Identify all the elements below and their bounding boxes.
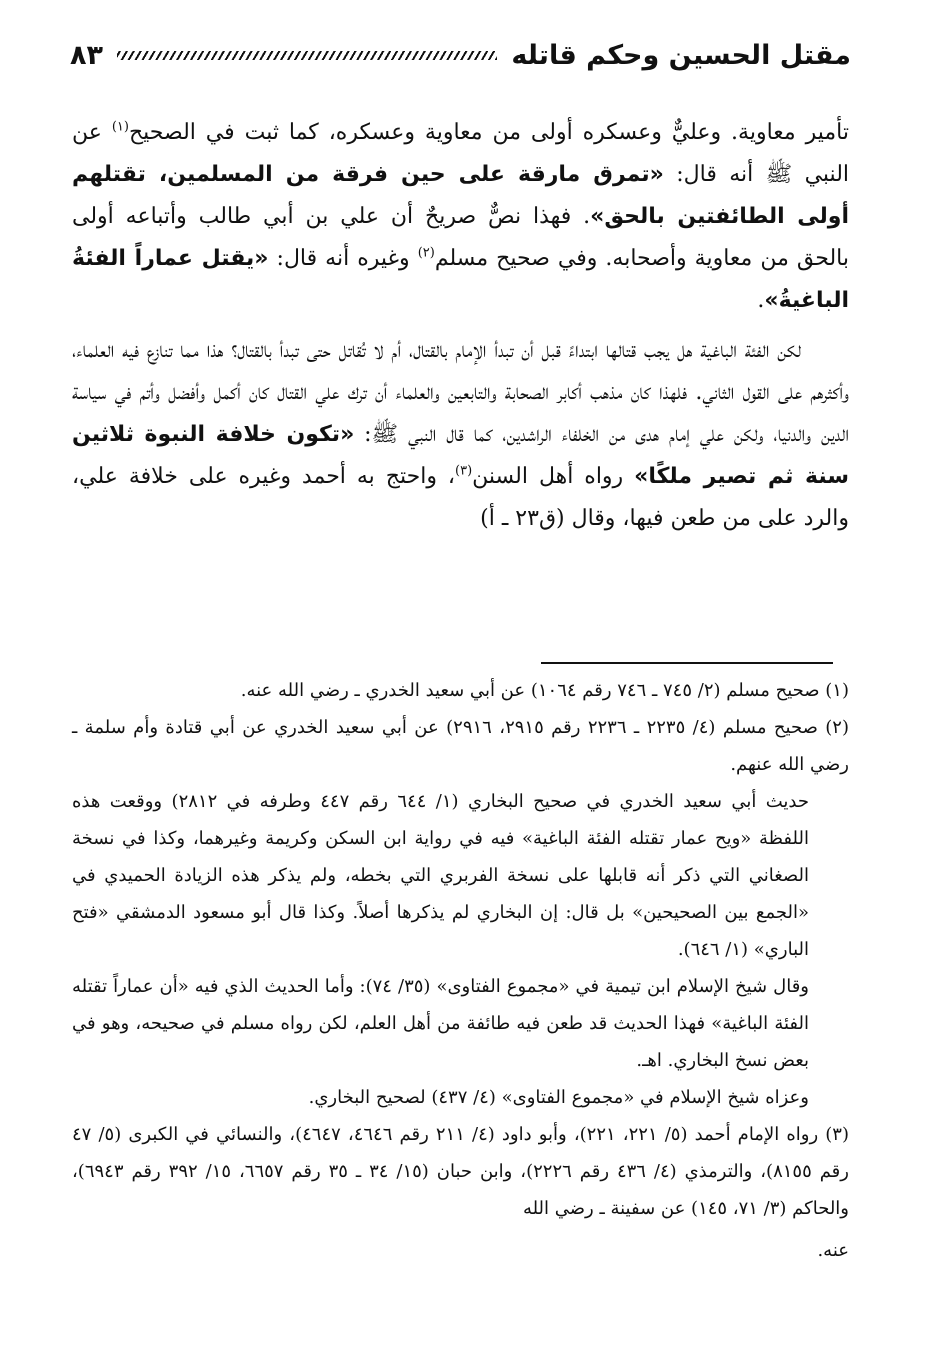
p1-text-e: .: [757, 288, 765, 313]
footnotes: [72, 672, 849, 1227]
running-title: مقتل الحسين وحكم قاتله: [511, 39, 851, 71]
footnote-ref-1[interactable]: (١): [111, 119, 129, 135]
running-header: [70, 30, 851, 80]
footnote-2-note-2: وقال شيخ الإسلام ابن تيمية في «مجموع الفتاوى» (٣٥/ ٧٤): وأما الحديث الذي فيه «أن عماراً تقتله الفئة الباغية» فهذا الحديث قد طعن فيه طائفة من أهل العلم، لكن رواه مسلم في صحيحه، وهو في بعض نسخ البخاري. اهـ.: [72, 976, 809, 1071]
footnote-3: (٣) رواه الإمام أحمد (٥/ ٢٢١، ٢٢١)، وأبو داود (٤/ ٢١١ رقم ٤٦٤٦، ٤٦٤٧)، والنسائي في الكبرى (٥/ ٤٧ رقم ٨١٥٥)، والترمذي (٤/ ٤٣٦ رقم ٢٢٢٦)، وابن حبان (١٥/ ٣٤ ـ ٣٥ رقم ٦٦٥٧، ١٥/ ٣٩٢ رقم ٦٩٤٣)، والحاكم (٣/ ٧١، ١٤٥) عن سفينة ـ رضي الله: [72, 1124, 849, 1219]
p1-text-b: عن النبي ﷺ أنه قال:: [72, 120, 850, 187]
main-text: [72, 112, 849, 548]
p1-text-d: وغيره أنه قال:: [268, 246, 418, 271]
hadith-quote-3: «تكون خلافة النبوة ثلاثين سنة ثم تصير ملكًا»: [72, 422, 849, 489]
p2-text-c: ، واحتج به أحمد وغيره على خلافة علي، والرد على من طعن فيها، وقال (ق٢٣ ـ أ): [72, 464, 849, 531]
footnote-separator: [541, 662, 833, 664]
hadith-quote-1: «تمرق مارقة على حين فرقة من المسلمين، تقتلهم أولى الطائفتين بالحق»: [72, 162, 849, 229]
footnote-ref-2[interactable]: (٢): [417, 245, 435, 261]
hadith-quote-2: «يقتل عماراً الفئةُ الباغيةُ»: [72, 246, 849, 313]
p2-text-a: لكن الفئة الباغية هل يجب قتالها ابتداءً قبل أن تبدأ الإمام بالقتال، أم لا تُقاتل حتى تبدأ بالقتال؟ هذا مما تنازع فيه العلماء، وأكثرهم على القول الثاني. فلهذا كان مذهب أكابر الصحابة والتابعين والعلماء أن ترك علي القتال كان أكمل وأفضل وأتم في سياسة الدين والدنيا، ولكن علي إمام هدى من الخلفاء الراشدين، كما قال النبي ﷺ:: [72, 338, 849, 447]
footnote-2: (٢) صحيح مسلم (٤/ ٢٢٣٥ ـ ٢٢٣٦ رقم ٢٩١٥، ٢٩١٦) عن أبي سعيد الخدري عن أبي قتادة وأم سلمة ـ رضي الله عنهم.: [72, 717, 849, 775]
footnote-ref-3[interactable]: (٣): [455, 463, 473, 479]
page-number: ٨٣: [70, 39, 103, 71]
header-hatched-rule: [117, 51, 497, 60]
p1-text-c: . فهذا نصٌّ صريحٌ أن علي بن أبي طالب وأتباعه أولى بالحق من معاوية وأصحابه. وفي صحيح مسلم: [72, 204, 849, 271]
footnote-3-tail: عنه.: [817, 1240, 849, 1261]
footnote-1: (١) صحيح مسلم (٢/ ٧٤٥ ـ ٧٤٦ رقم ١٠٦٤) عن أبي سعيد الخدري ـ رضي الله عنه.: [240, 680, 849, 701]
paragraph-2: [72, 330, 849, 540]
footnote-2-note-3: وعزاه شيخ الإسلام في «مجموع الفتاوى» (٤/ ٤٣٧) لصحيح البخاري.: [308, 1087, 809, 1108]
p2-text-b: رواه أهل السنن: [472, 464, 635, 489]
p1-text-a: تأمير معاوية. وعليٌّ وعسكره أولى من معاوية وعسكره، كما ثبت في الصحيح: [128, 120, 849, 145]
paragraph-1: [72, 112, 849, 322]
footnote-2-note-1: حديث أبي سعيد الخدري في صحيح البخاري (١/ ٦٤٤ رقم ٤٤٧ وطرفه في ٢٨١٢) ووقعت هذه اللفظة «ويح عمار تقتله الفئة الباغية» فيه في رواية ابن السكن وكريمة وغيرهما، وكذا في نسخة الصغاني التي ذكر أنه قابلها على نسخة الفربري التي بخطه، ولم يذكر هذه الزيادة الحميدي في «الجمع بين الصحيحين» بل قال: إن البخاري لم يذكرها أصلاً. وكذا قال أبو مسعود الدمشقي «فتح الباري» (١/ ٦٤٦).: [72, 791, 809, 960]
